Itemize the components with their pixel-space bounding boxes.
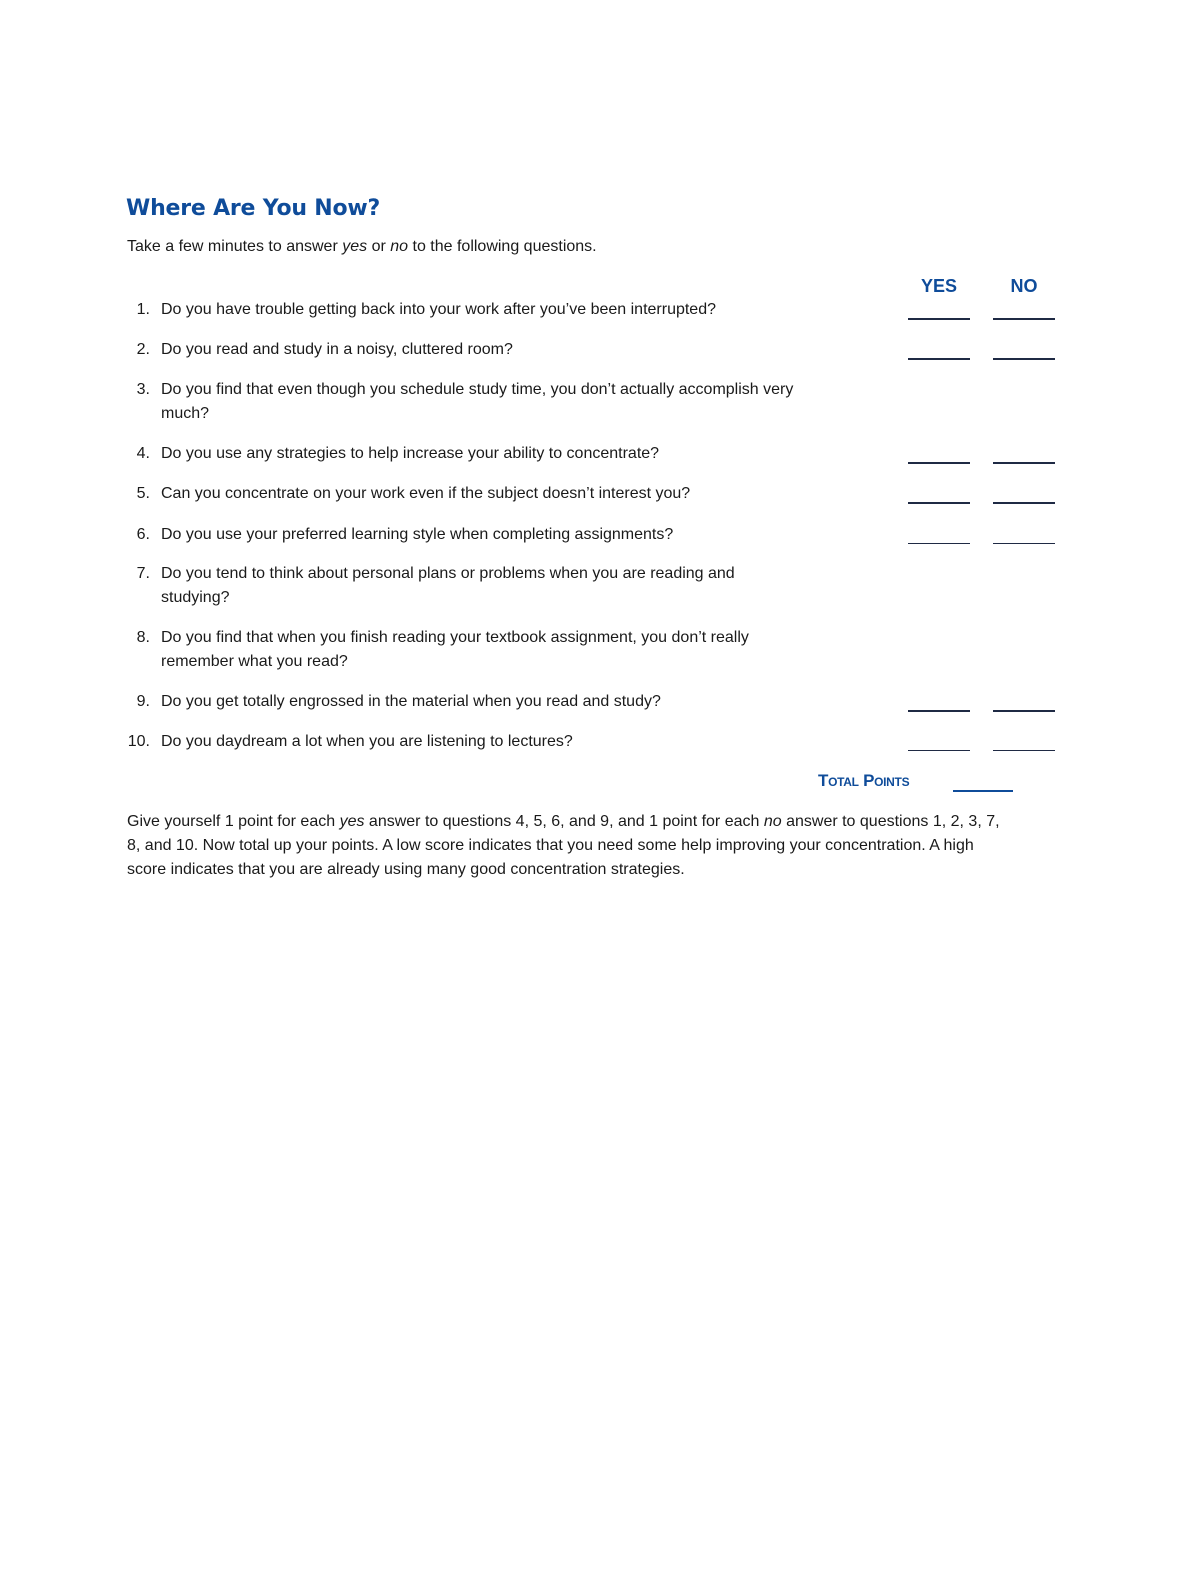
no-answer-blank[interactable] xyxy=(993,358,1055,360)
yes-answer-blank[interactable] xyxy=(908,710,970,712)
no-answer-blank[interactable] xyxy=(993,502,1055,504)
scoring-text-part-1: Give yourself 1 point for each xyxy=(127,813,340,830)
question-number: 4. xyxy=(136,445,150,462)
question-number: 10. xyxy=(127,733,150,750)
yes-answer-blank[interactable] xyxy=(908,543,970,544)
yes-answer-blank[interactable] xyxy=(908,358,970,360)
question-number: 1. xyxy=(136,301,150,318)
no-answer-blank[interactable] xyxy=(993,710,1055,712)
intro-yes-word: yes xyxy=(342,238,368,255)
scoring-text-part-3: answer to questions 1, 2, 3, 7, 8, and 10. Now total up your points. A low score indicates that you need some help improving your concentration. A high score indicates that you are already using many good concentration strategies. xyxy=(127,813,1000,878)
no-answer-blank[interactable] xyxy=(993,750,1055,751)
question-text: Can you concentrate on your work even if the subject doesn’t interest you? xyxy=(161,485,691,502)
question-text: Do you tend to think about personal plans or problems when you are reading and studying? xyxy=(161,565,735,606)
intro-text-start: Take a few minutes to answer xyxy=(127,238,343,255)
intro-text-middle: or xyxy=(367,238,391,255)
no-answer-blank[interactable] xyxy=(993,318,1055,320)
question-text: Do you daydream a lot when you are listening to lectures? xyxy=(161,733,573,750)
question-text: Do you get totally engrossed in the material when you read and study? xyxy=(161,693,661,710)
intro-text xyxy=(127,238,597,256)
question-number: 2. xyxy=(136,341,150,358)
question-text: Do you find that when you finish reading your textbook assignment, you don’t really remember what you read? xyxy=(161,629,749,670)
question-number: 5. xyxy=(136,485,150,502)
scoring-no-word: no xyxy=(763,813,782,830)
scoring-text-part-2: answer to questions 4, 5, 6, and 9, and 1 point for each xyxy=(364,813,764,830)
question-text: Do you use any strategies to help increase your ability to concentrate? xyxy=(161,445,660,462)
scoring-instructions xyxy=(127,810,1017,882)
yes-answer-blank[interactable] xyxy=(908,318,970,320)
question-number: 6. xyxy=(136,526,150,543)
question-text: Do you have trouble getting back into your work after you’ve been interrupted? xyxy=(161,301,716,318)
no-answer-blank[interactable] xyxy=(993,462,1055,464)
intro-text-end: to the following questions. xyxy=(408,238,597,255)
no-answer-blank[interactable] xyxy=(993,543,1055,544)
question-text: Do you read and study in a noisy, cluttered room? xyxy=(161,341,513,358)
yes-column-header: YES xyxy=(920,276,958,296)
total-points-label: Total Points xyxy=(818,771,910,790)
scoring-yes-word: yes xyxy=(339,813,365,830)
question-text: Do you use your preferred learning style when completing assignments? xyxy=(161,526,674,543)
no-column-header: NO xyxy=(1010,276,1038,296)
total-points-blank[interactable] xyxy=(953,790,1013,792)
yes-answer-blank[interactable] xyxy=(908,750,970,751)
question-text: Do you find that even though you schedule study time, you don’t actually accomplish very much? xyxy=(161,381,794,422)
intro-no-word: no xyxy=(390,238,409,255)
question-number: 8. xyxy=(136,629,150,646)
question-number: 3. xyxy=(136,381,150,398)
yes-answer-blank[interactable] xyxy=(908,462,970,464)
page-title: Where Are You Now? xyxy=(126,196,381,221)
question-number: 9. xyxy=(136,693,150,710)
question-number: 7. xyxy=(136,565,150,582)
yes-answer-blank[interactable] xyxy=(908,502,970,504)
